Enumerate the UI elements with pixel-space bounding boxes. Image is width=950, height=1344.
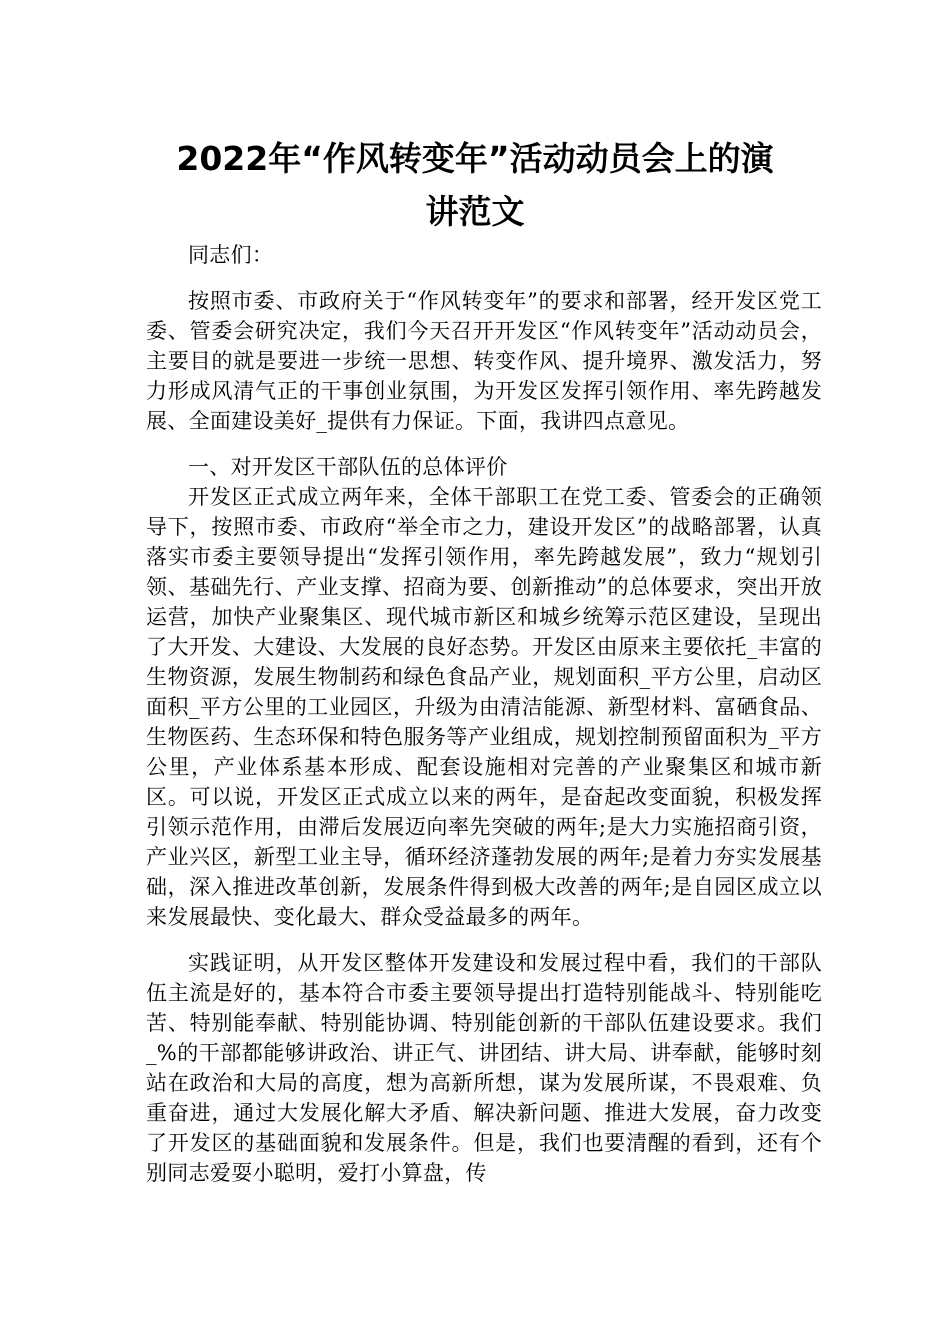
paragraph-evaluation: 开发区正式成立两年来，全体干部职工在党工委、管委会的正确领导下，按照市委、市政府“举全市之力，建设开发区”的战略部署，认真落实市委主要领导提出“发挥引领作用，率先跨越发展”，致力“规划引领、基础先行、产业支撑、招商为要、创新推动”的总体要求，突出开放运营，加快产业聚集区、现代城市新区和城乡统筹示范区建设，呈现出了大开发、大建设、大发展的良好态势。开发区由原来主要依托_丰富的生物资源，发展生物制药和绿色食品产业，规划面积_平方公里，启动区面积_平方公里的工业园区，升级为由清洁能源、新型材料、富硒食品、生物医药、生态环保和特色服务等产业组成，规划控制预留面积为_平方公里，产业体系基本形成、配套设施相对完善的产业聚集区和城市新区。可以说，开发区正式成立以来的两年，是奋起改变面貌，积极发挥引领示范作用，由滞后发展迈向率先突破的两年;是大力实施招商引资，产业兴区，新型工业主导，循环经济蓬勃发展的两年;是着力夯实发展基础，深入推进改革创新，发展条件得到极大改善的两年;是自园区成立以来发展最快、变化最大、群众受益最多的两年。 bbox=[146, 485, 822, 929]
document-title bbox=[140, 132, 810, 238]
title-line-1: 2022年“作风转变年”活动动员会上的演 bbox=[176, 139, 774, 178]
document-body bbox=[146, 240, 822, 1188]
salutation: 同志们： bbox=[188, 243, 274, 267]
title-line-2: 讲范文 bbox=[425, 192, 525, 231]
section-heading-1: 一、对开发区干部队伍的总体评价 bbox=[188, 455, 508, 479]
paragraph-intro: 按照市委、市政府关于“作风转变年”的要求和部署，经开发区党工委、管委会研究决定，我们今天召开开发区“作风转变年”活动动员会，主要目的就是要进一步统一思想、转变作风、提升境界、激发活力，努力形成风清气正的干事创业氛围，为开发区发挥引领作用、率先跨越发展、全面建设美好_提供有力保证。下面，我讲四点意见。 bbox=[146, 289, 822, 433]
paragraph-practice: 实践证明，从开发区整体开发建设和发展过程中看，我们的干部队伍主流是好的，基本符合市委主要领导提出打造特别能战斗、特别能吃苦、特别能奉献、特别能协调、特别能创新的干部队伍建设要求。我们_%的干部都能够讲政治、讲正气、讲团结、讲大局、讲奉献，能够时刻站在政治和大局的高度，想为高新所想，谋为发展所谋，不畏艰难、负重奋进，通过大发展化解大矛盾、解决新问题、推进大发展，奋力改变了开发区的基础面貌和发展条件。但是，我们也要清醒的看到，还有个别同志爱耍小聪明，爱打小算盘，传 bbox=[146, 951, 822, 1185]
